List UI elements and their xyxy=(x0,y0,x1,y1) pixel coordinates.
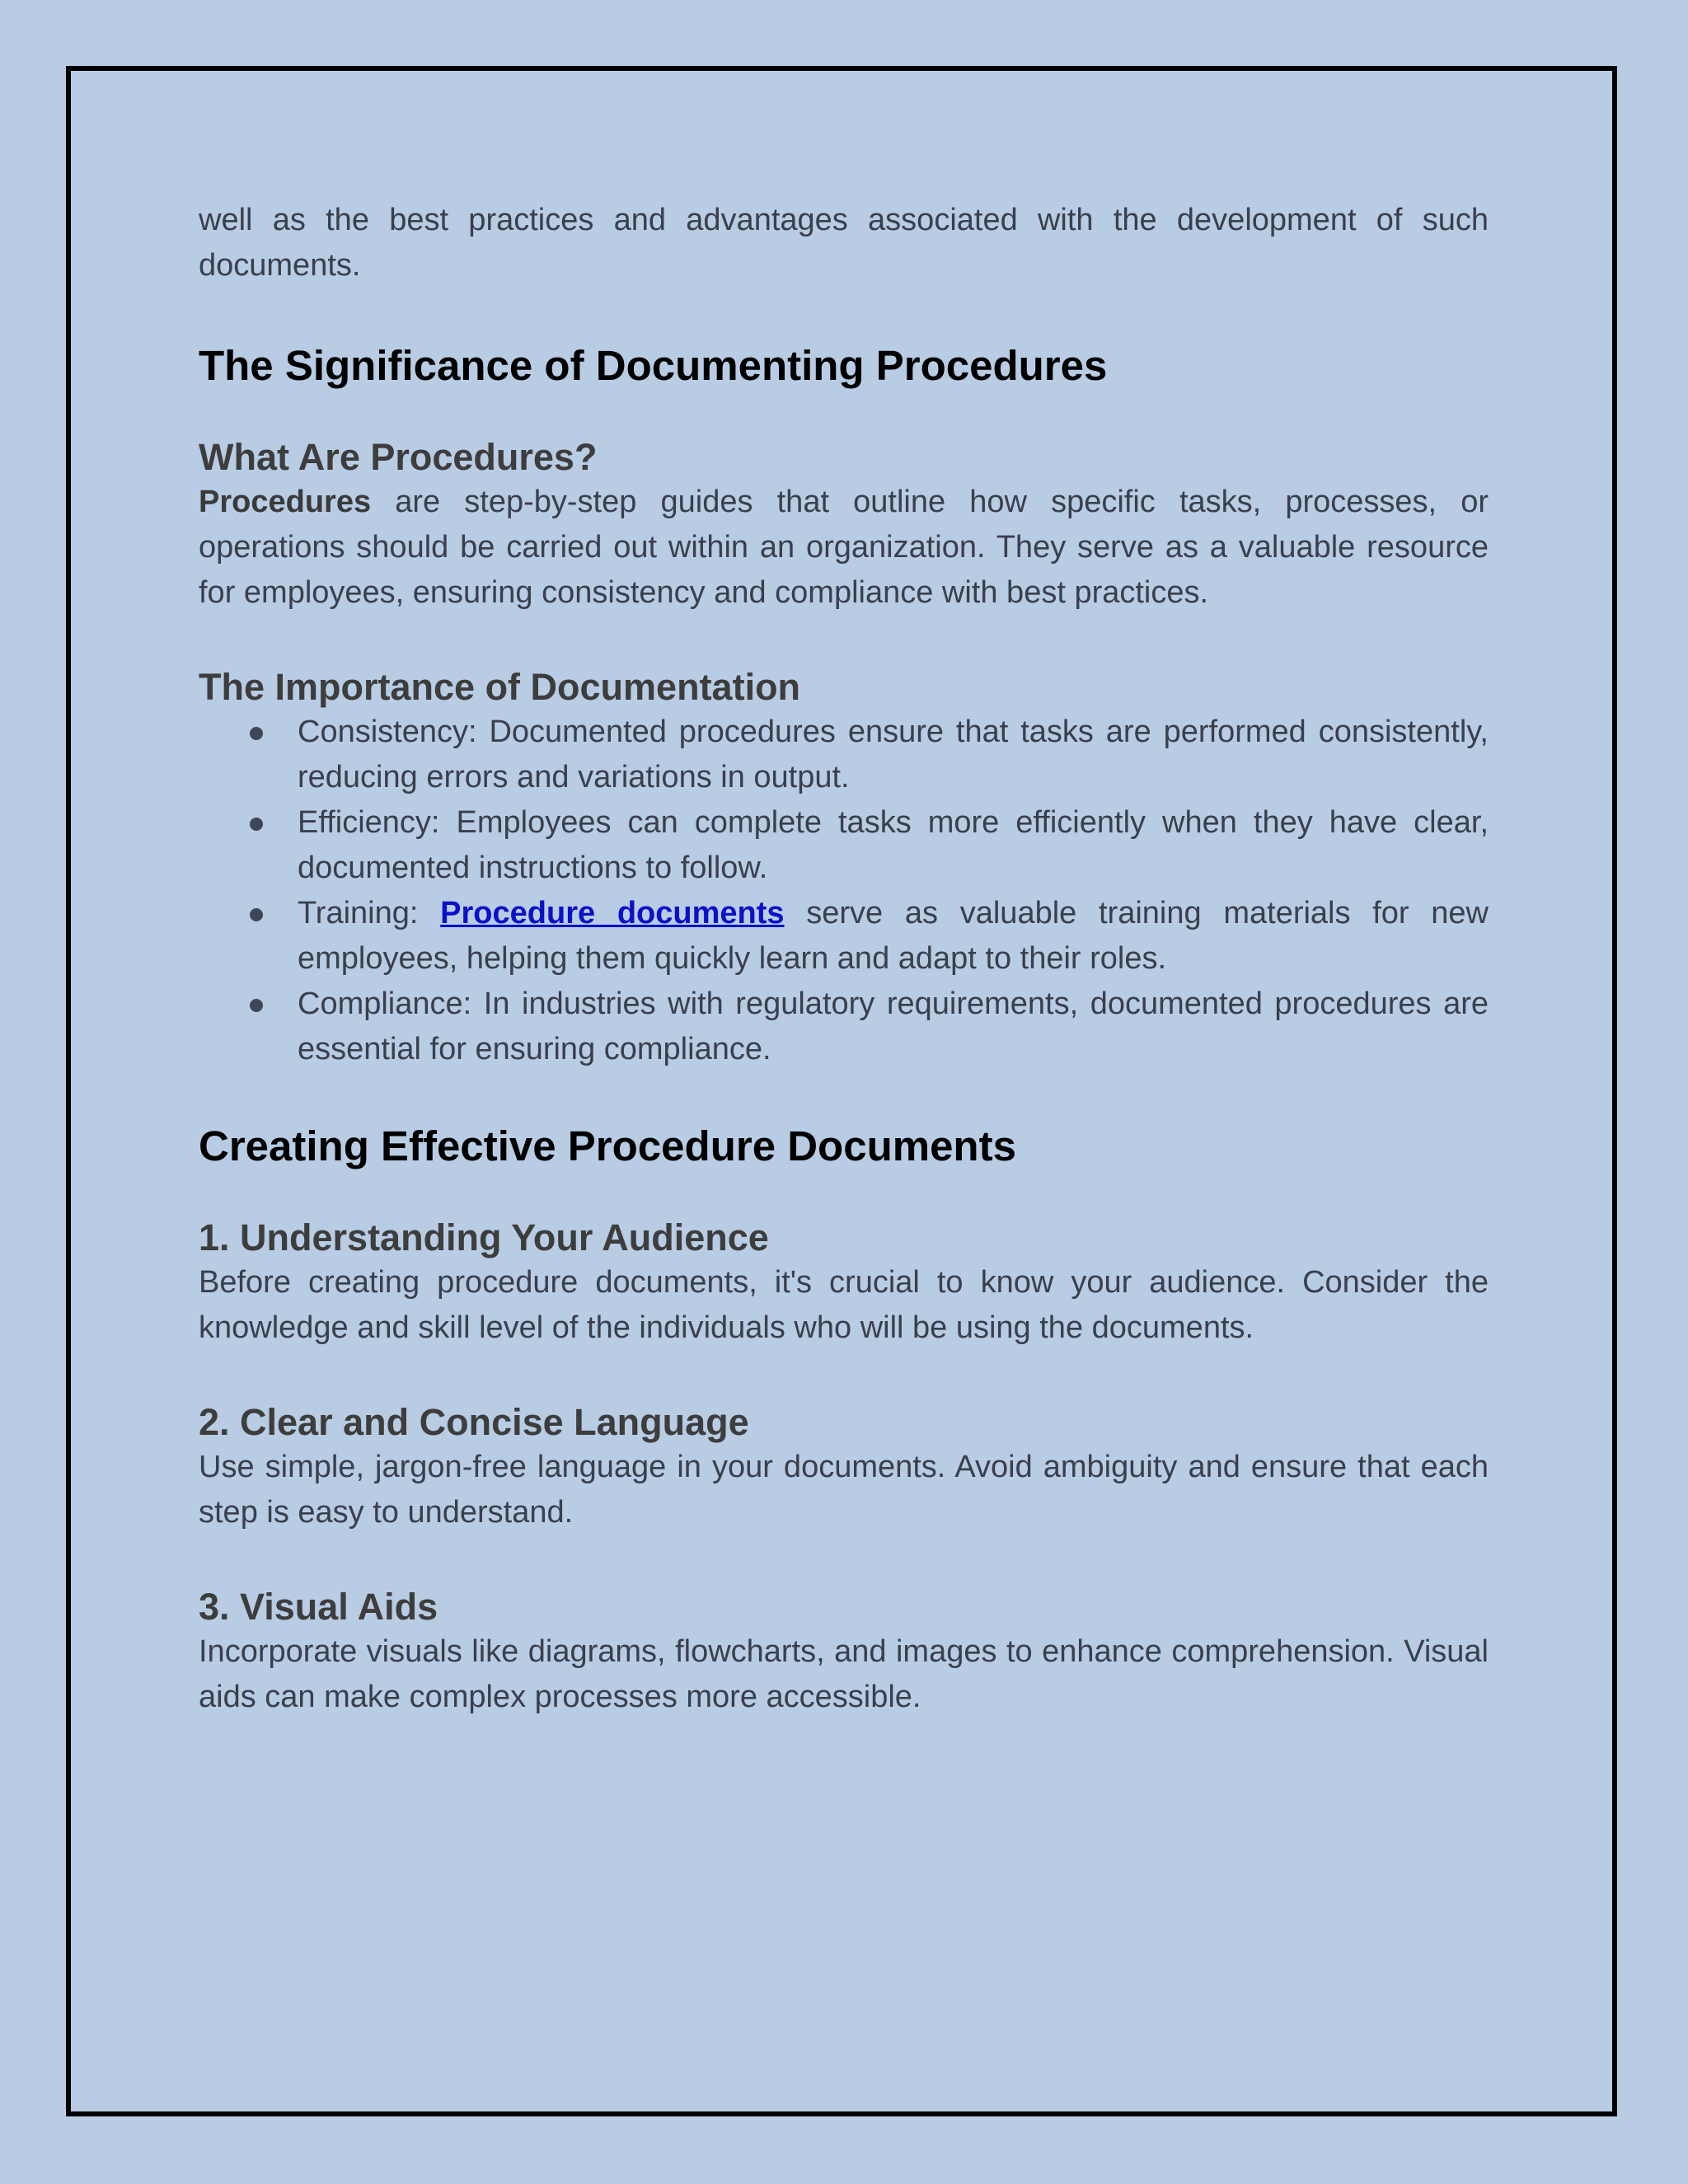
heading-significance: The Significance of Documenting Procedures xyxy=(199,342,1108,389)
bullet-text-consistency: Consistency: Documented procedures ensure that tasks are performed consistently, reducing errors and variations in output. xyxy=(298,715,1489,794)
list-item xyxy=(199,982,1489,1072)
procedures-definition-text: are step-by-step guides that outline how specific tasks, processes, or operations should be carried out within an organization. They serve as a valuable resource for employees, ensuring consistency and compliance with best practices. xyxy=(199,485,1489,610)
heading-understanding-audience: 1. Understanding Your Audience xyxy=(199,1216,769,1258)
heading-clear-language: 2. Clear and Concise Language xyxy=(199,1401,749,1443)
paragraph-clear-language: Use simple, jargon-free language in your documents. Avoid ambiguity and ensure that each step is easy to understand. xyxy=(199,1450,1489,1530)
bullet-text-compliance: Compliance: In industries with regulatory requirements, documented procedures are essential for ensuring compliance. xyxy=(298,987,1489,1066)
bullet-icon xyxy=(250,818,263,831)
procedure-documents-link[interactable]: Procedure documents xyxy=(440,896,785,930)
paragraph-understanding-audience: Before creating procedure documents, it's crucial to know your audience. Consider the knowledge and skill level of the individuals who will be using the documents. xyxy=(199,1265,1489,1345)
heading-importance-of-documentation: The Importance of Documentation xyxy=(199,666,801,708)
heading-what-are-procedures: What Are Procedures? xyxy=(199,436,598,478)
bullet-text-training-suffix: serve as valuable training materials for new employees, helping them quickly learn and adapt to their roles. xyxy=(298,896,1489,976)
importance-bullet-list xyxy=(199,710,1489,1072)
bullet-icon xyxy=(250,727,263,740)
procedures-bold-term: Procedures xyxy=(199,485,372,519)
document-body xyxy=(199,198,1489,1720)
list-item xyxy=(199,800,1489,891)
bullet-text-training-prefix: Training: xyxy=(298,896,441,930)
list-item xyxy=(199,710,1489,800)
list-item xyxy=(199,891,1489,982)
heading-creating-effective-documents: Creating Effective Procedure Documents xyxy=(199,1122,1016,1169)
heading-visual-aids: 3. Visual Aids xyxy=(199,1586,438,1628)
bullet-icon xyxy=(250,908,263,921)
bullet-icon xyxy=(250,999,263,1012)
bullet-text-efficiency: Efficiency: Employees can complete tasks more efficiently when they have clear, documented instructions to follow. xyxy=(298,805,1489,885)
intro-paragraph-tail: well as the best practices and advantages associated with the development of such documents. xyxy=(199,203,1489,283)
paragraph-what-are-procedures xyxy=(199,480,1489,616)
paragraph-visual-aids: Incorporate visuals like diagrams, flowcharts, and images to enhance comprehension. Visual aids can make complex processes more accessible. xyxy=(199,1634,1489,1714)
